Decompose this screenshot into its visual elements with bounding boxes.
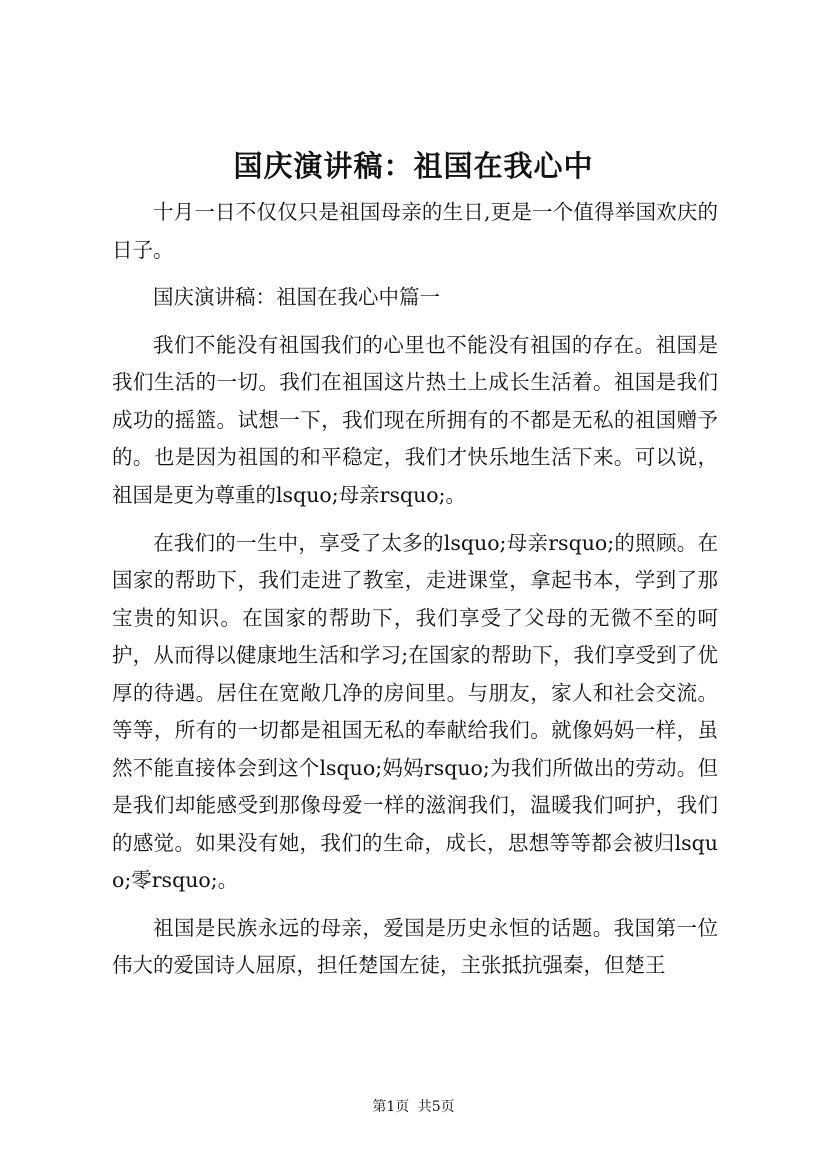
- paragraph-intro: 十月一日不仅仅只是祖国母亲的生日,更是一个值得举国欢庆的日子。: [112, 200, 718, 262]
- section-heading: 国庆演讲稿：祖国在我心中篇一: [153, 285, 440, 310]
- page-number: 第1页: [372, 1099, 410, 1115]
- page-total: 共5页: [417, 1099, 455, 1115]
- page-footer: [0, 1097, 827, 1117]
- paragraph: 祖国是民族永远的母亲，爱国是历史永恒的话题。我国第一位伟大的爱国诗人屈原，担任楚国左徒，主张抵抗强秦，但楚王: [112, 915, 718, 978]
- document-title: 国庆演讲稿：祖国在我心中: [233, 149, 594, 183]
- paragraph: 我们不能没有祖国我们的心里也不能没有祖国的存在。祖国是我们生活的一切。我们在祖国这片热土上成长生活着。祖国是我们成功的摇篮。试想一下，我们现在所拥有的不都是无私的祖国赠予的。也是因为祖国的和平稳定，我们才快乐地生活下来。可以说，祖国是更为尊重的lsquo;母亲rsquo;。: [112, 332, 718, 507]
- document-body: [112, 194, 718, 995]
- paragraph: 在我们的一生中，享受了太多的lsquo;母亲rsquo;的照顾。在国家的帮助下，我们走进了教室，走进课堂，拿起书本，学到了那宝贵的知识。在国家的帮助下，我们享受了父母的无微不至的呵护，从而得以健康地生活和学习;在国家的帮助下，我们享受到了优厚的待遇。居住在宽敞几净的房间里。与朋友，家人和社会交流。等等，所有的一切都是祖国无私的奉献给我们。就像妈妈一样，虽然不能直接体会到这个lsquo;妈妈rsquo;为我们所做出的劳动。但是我们却能感受到那像母爱一样的滋润我们，温暖我们呵护，我们的感觉。如果没有她，我们的生命，成长，思想等等都会被归lsquo;零rsquo;。: [112, 530, 718, 893]
